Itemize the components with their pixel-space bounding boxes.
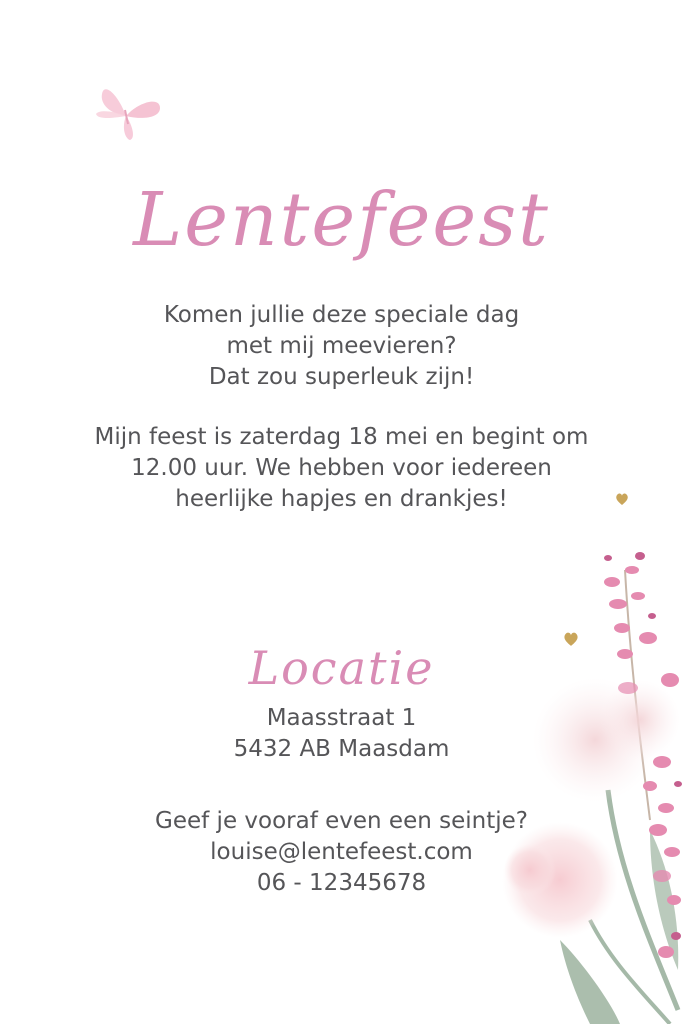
flower-bouquet [500, 540, 683, 1024]
page-title: Lentefeest [133, 177, 550, 263]
text-line: Komen jullie deze speciale dag [163, 302, 520, 328]
text-line: Geef je vooraf even een seintje? [155, 808, 528, 834]
butterfly-icon [92, 80, 166, 146]
text-line: Dat zou superleuk zijn! [208, 364, 475, 390]
heart-icon [615, 492, 629, 506]
text-line: met mij meevieren? [226, 333, 457, 359]
text-line: 12.00 uur. We hebben voor iedereen [131, 455, 552, 481]
text-line: Maasstraat 1 [266, 705, 417, 731]
party-details [40, 422, 643, 515]
text-line: 06 - 12345678 [256, 870, 427, 896]
text-line: 5432 AB Maasdam [233, 736, 450, 762]
location-heading: Locatie [248, 641, 435, 695]
text-line: Mijn feest is zaterdag 18 mei en begint om [94, 424, 589, 450]
text-line: heerlijke hapjes en drankjes! [175, 486, 508, 512]
text-line: louise@lentefeest.com [210, 839, 473, 865]
intro-text [40, 300, 643, 393]
